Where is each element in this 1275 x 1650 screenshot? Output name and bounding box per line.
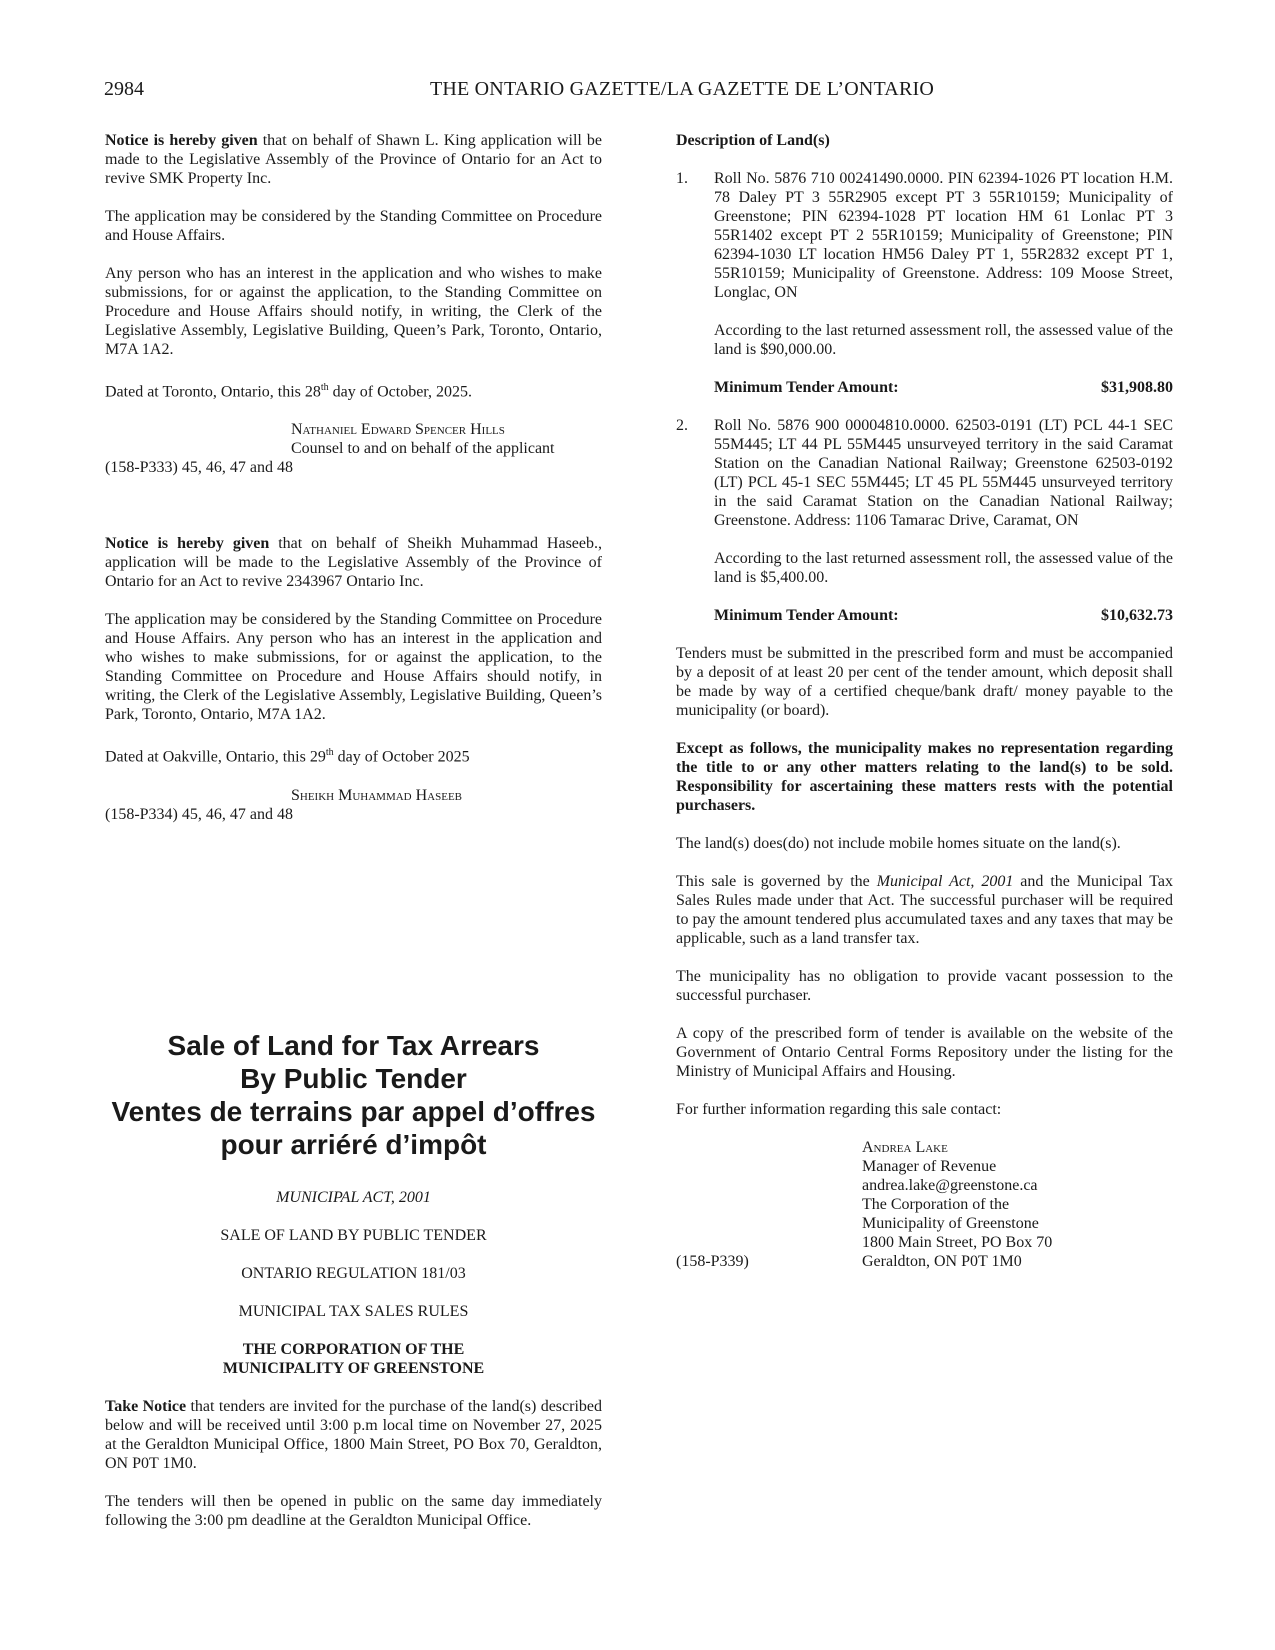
notice1-dated-a: Dated at Toronto, Ontario, this 28 [105,383,321,401]
contact-org1: The Corporation of the [862,1196,1010,1213]
notice2-dated-a: Dated at Oakville, Ontario, this 29 [105,748,326,766]
notice2-paragraph1 [105,534,602,591]
corporation-line1: THE CORPORATION OF THE [242,1341,465,1358]
contact-addr2: Geraldton, ON P0T 1M0 [862,1253,1022,1270]
regulation-line: ONTARIO REGULATION 181/03 [241,1265,466,1282]
min-tender-row [676,606,1173,625]
notice1-ref: (158-P333) 45, 46, 47 and 48 [105,459,293,477]
min-tender-label: Minimum Tender Amount: [714,607,899,624]
notice1-dated-sup: th [320,382,329,393]
notice2-lead: Notice is hereby given [105,535,270,553]
land-item-number: 1. [676,170,688,187]
notice1-paragraph1 [105,131,602,188]
min-tender-value: $31,908.80 [1101,379,1173,396]
notice2-dated [105,743,602,766]
mobile-homes-paragraph: The land(s) does(do) not include mobile homes situate on the land(s). [676,835,1121,852]
notice1-p1-text: that on behalf of Shawn L. King application will be made to the Legislative Assembly of the Province of Ontario for an Act to revive SMK Property Inc. [105,132,602,187]
description-heading: Description of Land(s) [676,132,830,149]
section-title [105,1029,602,1161]
notice2-signer: Sheikh Muhammad Haseeb [291,786,463,804]
contact-addr1: 1800 Main Street, PO Box 70 [862,1234,1053,1251]
tender-notice [105,1188,602,1549]
contact-email[interactable]: andrea.lake@greenstone.ca [862,1177,1038,1194]
take-notice [105,1397,602,1473]
governed-paragraph [676,872,1173,948]
opened-paragraph: The tenders will then be opened in public on the same day immediately following the 3:00 pm deadline at the Geraldton Municipal Office. [105,1493,602,1529]
notice2-paragraph2: The application may be considered by the Standing Committee on Procedure and House Affairs. Any person who has an interest in the application and who wishes to make submissions, for or against the application, to the Standing Committee on Procedure and House Affairs should notify, in writing, the Clerk of the Legislative Assembly, Legislative Building, Queen’s Park, Toronto, Ontario, M7A 1A2. [105,611,602,724]
take-notice-lead: Take Notice [105,1398,187,1415]
vacant-paragraph: The municipality has no obligation to provide vacant possession to the successful purchaser. [676,968,1173,1004]
copy-paragraph: A copy of the prescribed form of tender is available on the website of the Government of Ontario Central Forms Repository under the listing for the Ministry of Municipal Affairs and Housing. [676,1025,1173,1080]
gazette-title: THE ONTARIO GAZETTE/LA GAZETTE DE L’ONTARIO [429,78,934,100]
contact-org2: Municipality of Greenstone [862,1215,1039,1232]
act-name: MUNICIPAL ACT, 2001 [276,1189,431,1206]
right-column [676,131,1173,1271]
further-info: For further information regarding this sale contact: [676,1101,1002,1118]
governed-b: and the Municipal Tax Sales Rules made under that Act. The successful purchaser will be required to pay the amount tendered plus accumulated taxes and any taxes that may be applicable, such as a land transfer tax. [676,873,1173,947]
governed-act: Municipal Act, 2001 [876,873,1014,890]
notice2-ref: (158-P334) 45, 46, 47 and 48 [105,805,293,823]
corporation-line2: MUNICIPALITY OF GREENSTONE [222,1360,485,1377]
section-title-line3: Ventes de terrains par appel d’offres [111,1096,596,1127]
notice1-lead: Notice is hereby given [105,132,258,149]
min-tender-label: Minimum Tender Amount: [714,379,899,396]
notice2-dated-sup: th [325,747,334,759]
page-header [104,80,1170,104]
right-ref: (158-P339) [676,1253,749,1270]
page-number: 2984 [104,78,144,100]
sale-line: SALE OF LAND BY PUBLIC TENDER [220,1227,487,1244]
min-tender-value: $10,632.73 [1101,607,1173,624]
contact-role: Manager of Revenue [862,1158,997,1175]
land-item-assessed: According to the last returned assessment roll, the assessed value of the land is $5,400.00. [714,550,1173,586]
land-item [676,169,1173,302]
take-notice-text: that tenders are invited for the purchase of the land(s) described below and will be received until 3:00 p.m local time on November 27, 2025 at the Geraldton Municipal Office, 1800 Main Street, PO Box 70, Geraldton, ON P0T 1M0. [105,1398,602,1472]
governed-a: This sale is governed by the [676,873,877,890]
rules-line: MUNICIPAL TAX SALES RULES [238,1303,469,1320]
land-item-text: Roll No. 5876 710 00241490.0000. PIN 62394-1026 PT location H.M. 78 Daley PT 3 55R2905 except PT 3 55R10159; Municipality of Greenstone; PIN 62394-1028 PT location HM 61 Lonlac PT 3 55R1402 except PT 2 55R10159; Municipality of Greenstone; PIN 62394-1030 LT location HM56 Daley PT 1, 55R2832 except PT 1, 55R10159; Municipality of Greenstone. Address: 109 Moose Street, Longlac, ON [714,170,1173,301]
section-title-line2: By Public Tender [240,1063,467,1094]
notice1-paragraph2: The application may be considered by the Standing Committee on Procedure and House Affairs. [105,208,602,244]
notice2-p1-text: that on behalf of Sheikh Muhammad Haseeb., application will be made to the Legislative Assembly of the Province of Ontario for an Act to revive 2343967 Ontario Inc. [105,535,602,591]
left-column [105,131,602,824]
min-tender-row [676,378,1173,397]
land-item-assessed: According to the last returned assessment roll, the assessed value of the land is $90,000.00. [714,322,1173,358]
contact-name: Andrea Lake [862,1139,948,1156]
land-item-text: Roll No. 5876 900 00004810.0000. 62503-0191 (LT) PCL 44-1 SEC 55M445; LT 44 PL 55M445 unsurveyed territory in the said Caramat Station on the Canadian National Railway; Greenstone 62503-0192 (LT) PCL 45-1 SEC 55M445; LT 45 PL 55M445 unsurveyed territory in the said Caramat Station on the Canadian National Railway; Greenstone. Address: 1106 Tamarac Drive, Caramat, ON [714,417,1173,529]
notice1-signer-role: Counsel to and on behalf of the applicant [291,440,555,458]
land-item [676,416,1173,530]
section-title-line1: Sale of Land for Tax Arrears [167,1030,540,1061]
notice1-dated [105,378,602,401]
tenders-paragraph: Tenders must be submitted in the prescribed form and must be accompanied by a deposit of at least 20 per cent of the tender amount, which deposit shall be made by way of a certified cheque/bank draft/ money payable to the municipality (or board). [676,645,1173,719]
notice2-dated-b: day of October 2025 [333,748,470,766]
notice1-paragraph3: Any person who has an interest in the application and who wishes to make submissions, for or against the application, to the Standing Committee on Procedure and House Affairs should notify, in writing, the Clerk of the Legislative Assembly, Legislative Building, Queen’s Park, Toronto, Ontario, M7A 1A2. [105,265,602,358]
section-title-line4: pour arriéré d’impôt [220,1129,487,1160]
notice1-dated-b: day of October, 2025. [328,383,472,401]
land-item-number: 2. [676,417,688,434]
except-paragraph: Except as follows, the municipality makes no representation regarding the title to or any other matters relating to the land(s) to be sold. Responsibility for ascertaining these matters rests with the potential purchasers. [676,740,1173,814]
notice1-signer: Nathaniel Edward Spencer Hills [291,421,505,439]
